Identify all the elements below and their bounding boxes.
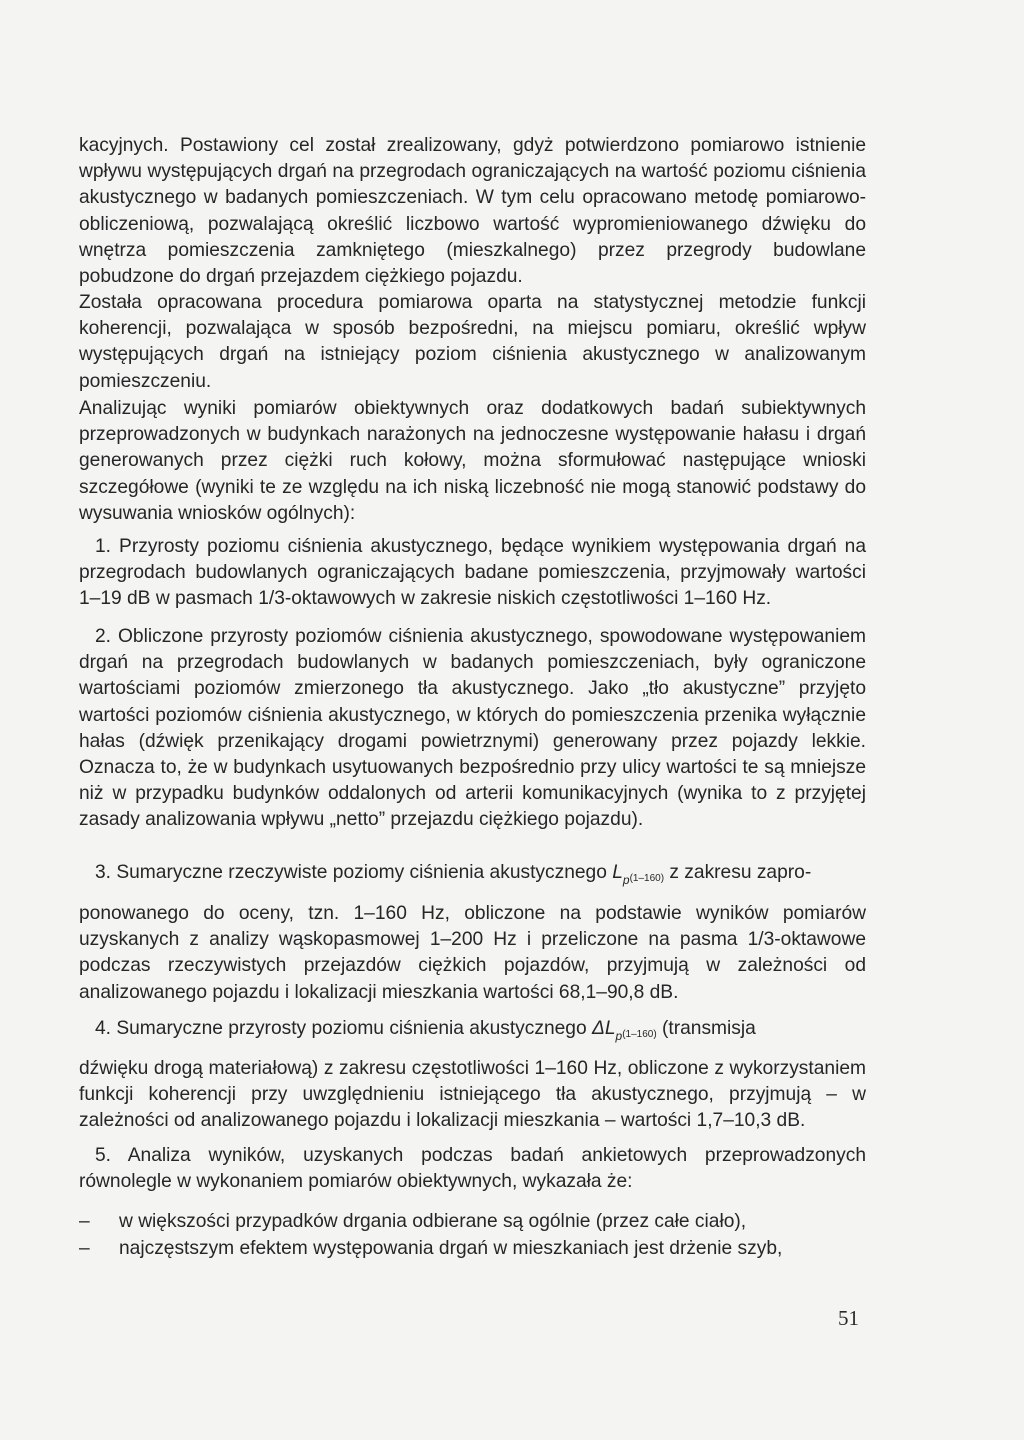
paragraph-procedure: Została opracowana procedura pomiarowa oparta na statystycznej metodzie funkcji koherencji, pozwalająca w sposób bezpośredni, na miejscu pomiaru, określić wpływ występujących drgań na istniejący poziom ciśnienia akustycznego w analizowanym pomieszczeniu. bbox=[79, 292, 866, 392]
symbol-subscript-p: p bbox=[615, 1029, 623, 1043]
dash-mark: – bbox=[79, 1238, 90, 1259]
list-item-4-lead bbox=[79, 1016, 866, 1045]
list-item-4-lead-tail: (transmisja bbox=[656, 1018, 756, 1039]
list-item-4-lead-text: 4. Sumaryczne przyrosty poziomu ciśnienia akustycznego bbox=[95, 1018, 592, 1039]
list-item-5: 5. Analiza wyników, uzyskanych podczas badań ankietowych przeprowadzonych równolegle w wykonaniem pomiarów obiektywnych, wykazała że: bbox=[79, 1145, 866, 1193]
dash-item-2-text: najczęstszym efektem występowania drgań w mieszkaniach jest drżenie szyb, bbox=[119, 1238, 783, 1259]
symbol-subscript-range: (1–160) bbox=[629, 873, 665, 884]
dash-mark: – bbox=[79, 1211, 90, 1232]
list-item-2: 2. Obliczone przyrosty poziomów ciśnienia akustycznego, spowodowane występowaniem drgań na przegrodach budowlanych w badanych pomieszczeniach, były ograniczone wartościami poziomów zmierzonego tła akustycznego. Jako „tło akustyczne” przyjęto wartości poziomów ciśnienia akustycznego, w których do pomieszczenia przenika wyłącznie hałas (dźwięk przenikający drogami powietrznymi) generowany przez pojazdy lekkie. Oznacza to, że w budynkach usytuowanych bezpośrednio przy ulicy wartości te są mniejsze niż w przypadku budynków oddalonych od arterii komunikacyjnych (wynika to z przyjętej zasady analizowania wpływu „netto” przejazdu ciężkiego pojazdu). bbox=[79, 626, 866, 831]
dash-item-2 bbox=[79, 1236, 866, 1262]
symbol-delta-L: ΔL bbox=[591, 1018, 616, 1039]
paragraph-conclusions-intro: kacyjnych. Postawiony cel został zrealizowany, gdyż potwierdzono pomiarowo istnienie wpływu występujących drgań na przegrodach ograniczających na wartość poziomu ciśnienia akustycznego w badanych pomieszczeniach. W tym celu opracowano metodę pomiarowo-obliczeniową, pozwalającą określić liczbowo wartość wypromieniowanego dźwięku do wnętrza pomieszczenia zamkniętego (mieszkalnego) przez przegrody budowlane pobudzone do drgań przejazdem ciężkiego pojazdu. bbox=[79, 135, 866, 288]
dash-item-1-text: w większości przypadków drgania odbierane są ogólnie (przez całe ciało), bbox=[119, 1211, 747, 1232]
paragraph-analysis: Analizując wyniki pomiarów obiektywnych oraz dodatkowych badań subiektywnych przeprowadzonych w budynkach narażonych na jednoczesne występowanie hałasu i drgań generowanych przez ciężki ruch kołowy, można sformułować następujące wnioski szczegółowe (wyniki te ze względu na ich niską liczebność nie mogą stanowić podstawy do wysuwania wniosków ogólnych): bbox=[79, 398, 866, 524]
list-item-1: 1. Przyrosty poziomu ciśnienia akustycznego, będące wynikiem występowania drgań na przegrodach budowlanych ograniczających badane pomieszczenia, przyjmowały wartości 1–19 dB w pasmach 1/3-oktawowych w zakresie niskich częstotliwości 1–160 Hz. bbox=[79, 536, 866, 610]
page-number: 51 bbox=[838, 1306, 859, 1330]
list-item-3-continuation: ponowanego do oceny, tzn. 1–160 Hz, obliczone na podstawie wyników pomiarów uzyskanych z analizy wąskopasmowej 1–200 Hz i przeliczone na pasma 1/3-oktawowe podczas rzeczywistych przejazdów ciężkich pojazdów, przyjmują w zależności od analizowanego pojazdu i lokalizacji mieszkania wartości 68,1–90,8 dB. bbox=[79, 903, 866, 1003]
list-item-3-lead-text: 3. Sumaryczne rzeczywiste poziomy ciśnienia akustycznego bbox=[95, 862, 613, 883]
list-item-3-lead bbox=[79, 860, 866, 889]
dash-item-1 bbox=[79, 1209, 866, 1235]
list-item-3-lead-tail: z zakresu zapro- bbox=[664, 862, 812, 883]
symbol-subscript-p: p bbox=[622, 873, 630, 887]
symbol-subscript-range: (1–160) bbox=[622, 1029, 657, 1040]
symbol-L: L bbox=[612, 862, 623, 883]
list-item-4-continuation: dźwięku drogą materiałową) z zakresu częstotliwości 1–160 Hz, obliczone z wykorzystaniem funkcji koherencji przy uwzględnieniu istniejącego tła akustycznego, przyjmują – w zależności od analizowanego pojazdu i lokalizacji mieszkania – wartości 1,7–10,3 dB. bbox=[79, 1058, 866, 1132]
